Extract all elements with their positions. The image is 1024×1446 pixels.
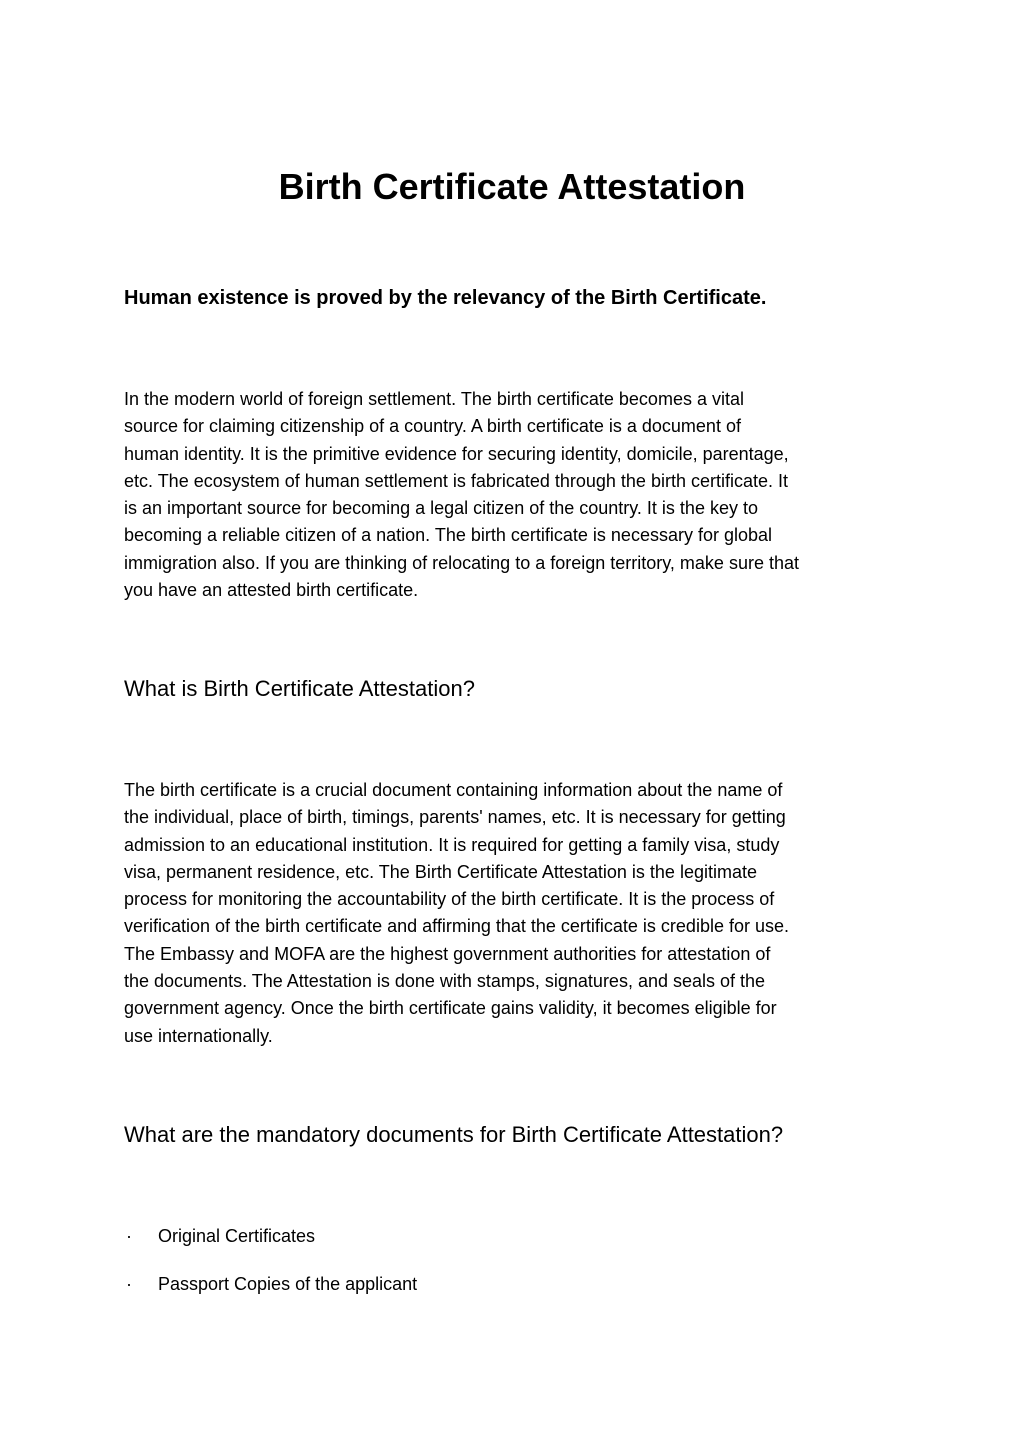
section-line: The Embassy and MOFA are the highest government authorities for attestation of <box>124 943 771 964</box>
list-item-label: Passport Copies of the applicant <box>158 1274 418 1294</box>
page-title: Birth Certificate Attestation <box>278 166 746 207</box>
section-line: the individual, place of birth, timings, parents' names, etc. It is necessary for getting <box>124 807 786 828</box>
section-line: The birth certificate is a crucial document containing information about the name of <box>124 780 783 800</box>
intro-line: source for claiming citizenship of a country. A birth certificate is a document of <box>124 416 741 437</box>
section-line: use internationally. <box>124 1025 273 1046</box>
section-heading-mandatory-documents: What are the mandatory documents for Birth Certificate Attestation? <box>124 1122 784 1147</box>
page-subtitle: Human existence is proved by the relevancy of the Birth Certificate. <box>124 287 767 309</box>
intro-line: becoming a reliable citizen of a nation. The birth certificate is necessary for global <box>124 525 773 546</box>
list-item-label: Original Certificates <box>158 1226 316 1246</box>
section-heading-what-is: What is Birth Certificate Attestation? <box>124 676 475 701</box>
section-line: process for monitoring the accountability of the birth certificate. It is the process of <box>124 889 775 910</box>
bullet-icon: · <box>126 1226 132 1246</box>
intro-paragraph <box>124 386 914 604</box>
section-line: visa, permanent residence, etc. The Birth Certificate Attestation is the legitimate <box>124 861 757 882</box>
intro-line: is an important source for becoming a legal citizen of the country. It is the key to <box>124 498 758 519</box>
intro-line: human identity. It is the primitive evidence for securing identity, domicile, parentage, <box>124 443 789 464</box>
bullet-icon: · <box>126 1274 132 1294</box>
section-line: government agency. Once the birth certificate gains validity, it becomes eligible for <box>124 998 777 1019</box>
intro-line: immigration also. If you are thinking of relocating to a foreign territory, make sure that <box>124 552 799 573</box>
intro-line: In the modern world of foreign settlement. The birth certificate becomes a vital <box>124 389 744 409</box>
section-line: the documents. The Attestation is done with stamps, signatures, and seals of the <box>124 971 766 992</box>
intro-line: you have an attested birth certificate. <box>124 580 419 601</box>
section-line: verification of the birth certificate and affirming that the certificate is credible for use. <box>124 916 789 937</box>
section-line: admission to an educational institution. It is required for getting a family visa, study <box>124 834 780 855</box>
intro-line: etc. The ecosystem of human settlement is fabricated through the birth certificate. It <box>124 470 788 491</box>
section-paragraph <box>124 777 914 1050</box>
